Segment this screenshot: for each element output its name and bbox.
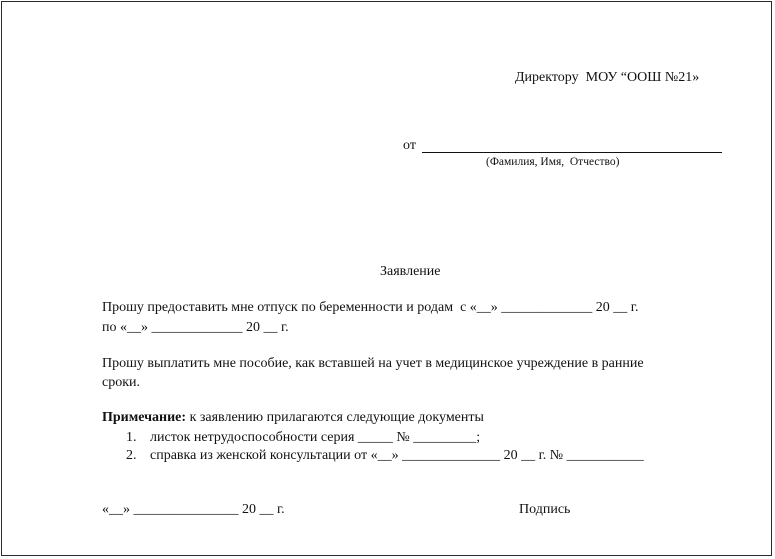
addressee-line: Директору МОУ “ООШ №21» xyxy=(515,70,700,85)
from-hint: (Фамилия, Имя, Отчество) xyxy=(486,156,620,168)
date-line: «__» _______________ 20 __ г. xyxy=(102,502,285,517)
note-line xyxy=(102,410,484,426)
application-document xyxy=(1,1,772,556)
list-item-number: 2. xyxy=(126,448,137,463)
document-title: Заявление xyxy=(380,264,441,279)
list-item-sick-leave: листок нетрудоспособности серия _____ № _________; xyxy=(150,430,481,445)
benefit-request-line-1: Прошу выплатить мне пособие, как вставшей на учет в медицинское учреждение в ранние xyxy=(102,356,644,371)
benefit-request-line-2: сроки. xyxy=(102,375,141,390)
note-text: к заявлению прилагаются следующие документы xyxy=(186,410,484,425)
note-label: Примечание: xyxy=(102,410,187,425)
list-item-number: 1. xyxy=(126,430,137,445)
from-name-underline xyxy=(422,152,722,153)
leave-request-line-1: Прошу предоставить мне отпуск по беременности и родам с «__» _____________ 20 __ г. xyxy=(102,300,639,315)
signature-label: Подпись xyxy=(519,502,571,517)
list-item-consultation-certificate: справка из женской консультации от «__» ______________ 20 __ г. № ___________ xyxy=(150,448,644,463)
from-label: от xyxy=(403,138,416,153)
leave-request-line-2: по «__» _____________ 20 __ г. xyxy=(102,320,289,335)
